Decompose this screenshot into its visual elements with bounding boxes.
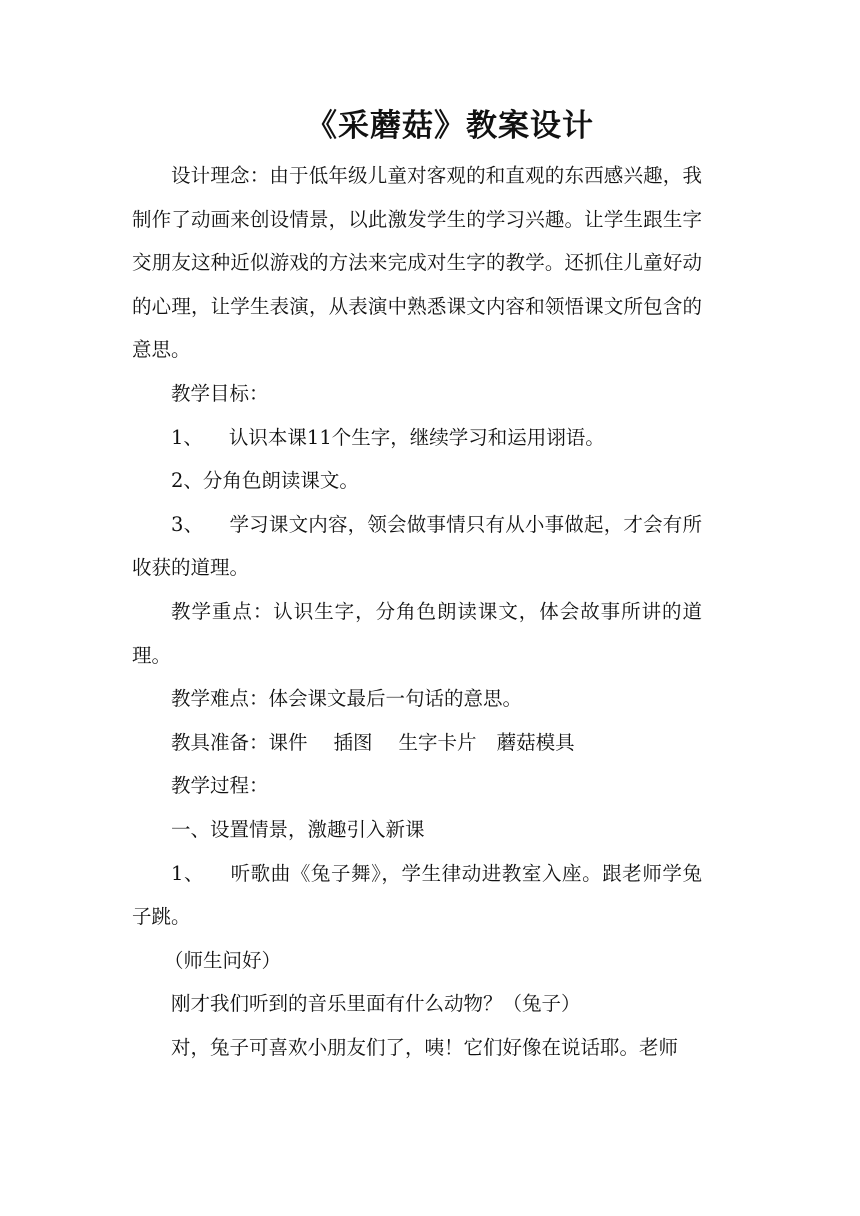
design-concept-paragraph: 设计理念：由于低年级儿童对客观的和直观的东西感兴趣，我制作了动画来创设情景，以此激发学生的学习兴趣。让学生跟生字交朋友这种近似游戏的方法来完成对生字的教学。还抓住儿童好动的心理，让学生表演，从表演中熟悉课文内容和领悟课文所包含的意思。	[132, 164, 702, 362]
step-item-1	[132, 852, 702, 939]
material-item: 插图	[333, 730, 373, 754]
goal-item-3-number: 3、	[171, 512, 204, 536]
continuation-paragraph: 对，兔子可喜欢小朋友们了，咦！它们好像在说话耶。老师	[171, 1035, 679, 1059]
greeting-note: （师生问好）	[164, 948, 282, 972]
step-item-1-number: 1、	[171, 861, 205, 885]
goal-item-1-number: 1、	[171, 425, 203, 449]
goal-item-2: 2、分角色朗读课文。	[171, 469, 359, 493]
question-paragraph: 刚才我们听到的音乐里面有什么动物？（兔子）	[171, 992, 581, 1016]
difficulty-paragraph: 教学难点：体会课文最后一句话的意思。	[171, 687, 523, 711]
goal-item-3-text: 学习课文内容，领会做事情只有从小事做起，才会有所收获的道理。	[132, 512, 702, 580]
step-item-1-text: 听歌曲《兔子舞》，学生律动进教室入座。跟老师学兔子跳。	[132, 861, 702, 929]
key-points-paragraph: 教学重点：认识生字，分角色朗读课文，体会故事所讲的道理。	[132, 599, 702, 667]
materials-paragraph	[132, 721, 702, 765]
goals-heading: 教学目标：	[171, 381, 269, 405]
process-heading: 教学过程：	[171, 774, 269, 798]
material-item: 生字卡片	[398, 730, 477, 754]
goal-item-1	[132, 416, 702, 460]
document-body	[132, 154, 702, 1069]
materials-label: 教具准备：	[171, 730, 269, 754]
material-item: 课件	[268, 730, 308, 754]
section-1-heading: 一、设置情景，激趣引入新课	[171, 817, 425, 841]
goal-item-3	[132, 503, 702, 590]
material-item: 蘑菇模具	[496, 730, 575, 754]
goal-item-1-text: 认识本课11个生字，继续学习和运用诩语。	[228, 425, 605, 449]
document-title: 《采蘑菇》教案设计	[306, 108, 594, 144]
